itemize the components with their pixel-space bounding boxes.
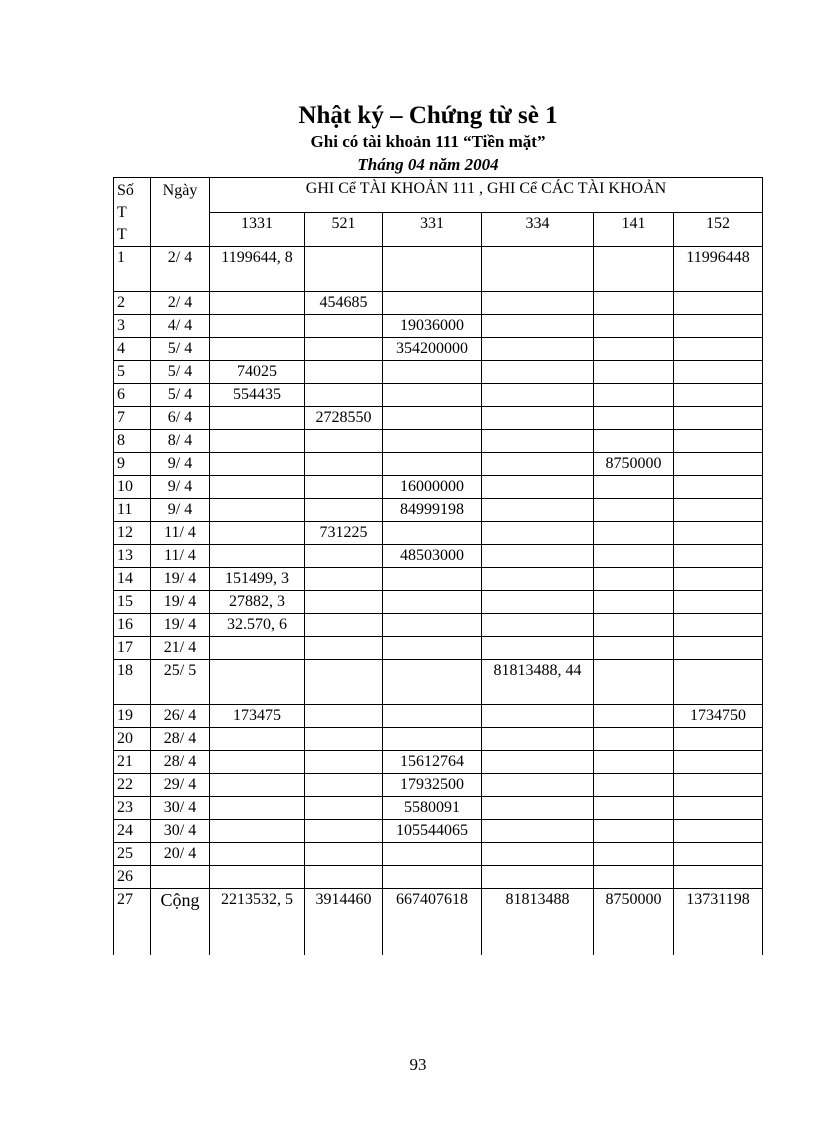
amount-cell <box>674 751 763 774</box>
amount-cell <box>674 774 763 797</box>
row-number: 16 <box>114 614 151 637</box>
table-row <box>114 660 763 705</box>
row-number: 7 <box>114 407 151 430</box>
amount-cell <box>482 338 594 361</box>
amount-cell: 1734750 <box>674 705 763 728</box>
amount-cell <box>594 476 674 499</box>
header-stt-line: Số <box>117 182 134 199</box>
amount-cell <box>674 820 763 843</box>
amount-cell <box>210 820 305 843</box>
account-header: 521 <box>305 212 383 247</box>
amount-cell: 74025 <box>210 361 305 384</box>
table-row <box>114 797 763 820</box>
amount-cell <box>482 797 594 820</box>
amount-cell <box>482 247 594 292</box>
amount-cell <box>305 338 383 361</box>
amount-cell <box>305 476 383 499</box>
amount-cell: 354200000 <box>383 338 482 361</box>
amount-cell <box>674 843 763 866</box>
row-number: 10 <box>114 476 151 499</box>
amount-cell <box>210 866 305 889</box>
amount-cell <box>482 843 594 866</box>
amount-cell <box>305 545 383 568</box>
row-number: 14 <box>114 568 151 591</box>
table-row <box>114 705 763 728</box>
row-number: 8 <box>114 430 151 453</box>
row-date: 19/ 4 <box>151 614 210 637</box>
amount-cell: 48503000 <box>383 545 482 568</box>
amount-cell <box>305 499 383 522</box>
amount-cell <box>383 292 482 315</box>
row-number: 17 <box>114 637 151 660</box>
amount-cell <box>305 660 383 705</box>
amount-cell <box>305 361 383 384</box>
amount-cell <box>594 338 674 361</box>
amount-cell: 19036000 <box>383 315 482 338</box>
table-row <box>114 614 763 637</box>
amount-cell <box>210 728 305 751</box>
total-amount: 13731198 <box>674 889 763 956</box>
amount-cell <box>482 866 594 889</box>
row-date: 30/ 4 <box>151 820 210 843</box>
amount-cell <box>482 637 594 660</box>
amount-cell <box>594 866 674 889</box>
row-date: 30/ 4 <box>151 797 210 820</box>
account-header-row <box>114 212 763 247</box>
amount-cell <box>210 338 305 361</box>
amount-cell <box>594 820 674 843</box>
amount-cell <box>210 292 305 315</box>
amount-cell <box>305 247 383 292</box>
account-header: 1331 <box>210 212 305 247</box>
amount-cell <box>482 522 594 545</box>
table-row <box>114 637 763 660</box>
amount-cell <box>482 705 594 728</box>
row-date: 11/ 4 <box>151 522 210 545</box>
amount-cell <box>305 453 383 476</box>
amount-cell <box>305 384 383 407</box>
row-date: 25/ 5 <box>151 660 210 705</box>
row-date: 9/ 4 <box>151 453 210 476</box>
amount-cell <box>210 476 305 499</box>
amount-cell <box>305 614 383 637</box>
table-row <box>114 751 763 774</box>
amount-cell <box>674 384 763 407</box>
amount-cell: 81813488, 44 <box>482 660 594 705</box>
amount-cell <box>594 728 674 751</box>
amount-cell <box>482 407 594 430</box>
amount-cell <box>383 705 482 728</box>
total-row-number: 27 <box>114 889 151 956</box>
table-row <box>114 820 763 843</box>
row-number: 25 <box>114 843 151 866</box>
table-row <box>114 292 763 315</box>
table-row <box>114 247 763 292</box>
table-row <box>114 728 763 751</box>
amount-cell <box>383 843 482 866</box>
amount-cell <box>305 568 383 591</box>
table-row <box>114 866 763 889</box>
row-number: 1 <box>114 247 151 292</box>
amount-cell <box>594 591 674 614</box>
table-row <box>114 568 763 591</box>
row-number: 13 <box>114 545 151 568</box>
amount-cell: 731225 <box>305 522 383 545</box>
row-number: 2 <box>114 292 151 315</box>
amount-cell <box>383 637 482 660</box>
amount-cell <box>482 820 594 843</box>
amount-cell <box>674 453 763 476</box>
total-amount: 667407618 <box>383 889 482 956</box>
amount-cell <box>383 568 482 591</box>
amount-cell <box>594 660 674 705</box>
table-row <box>114 407 763 430</box>
amount-cell <box>305 774 383 797</box>
row-date: 4/ 4 <box>151 315 210 338</box>
header-row <box>114 178 763 213</box>
amount-cell <box>482 545 594 568</box>
amount-cell <box>674 430 763 453</box>
amount-cell <box>674 866 763 889</box>
amount-cell <box>674 292 763 315</box>
amount-cell <box>674 637 763 660</box>
amount-cell <box>674 407 763 430</box>
amount-cell <box>594 705 674 728</box>
amount-cell <box>674 361 763 384</box>
row-number: 18 <box>114 660 151 705</box>
total-row <box>114 889 763 956</box>
amount-cell <box>210 774 305 797</box>
amount-cell <box>383 728 482 751</box>
amount-cell <box>674 545 763 568</box>
header-stt-line: T <box>117 204 127 221</box>
amount-cell <box>305 866 383 889</box>
amount-cell: 105544065 <box>383 820 482 843</box>
row-number: 6 <box>114 384 151 407</box>
row-number: 20 <box>114 728 151 751</box>
amount-cell: 17932500 <box>383 774 482 797</box>
header-account-group: GHI Cể TÀI KHOẢN 111 , GHI Cể CÁC TÀI KHOẢN <box>210 178 763 213</box>
amount-cell <box>674 614 763 637</box>
amount-cell <box>594 384 674 407</box>
row-date: 6/ 4 <box>151 407 210 430</box>
header-stt-line: T <box>117 226 127 243</box>
table-row <box>114 384 763 407</box>
amount-cell <box>482 568 594 591</box>
amount-cell <box>383 407 482 430</box>
period-label: Tháng 04 năm 2004 <box>357 155 499 174</box>
amount-cell <box>383 430 482 453</box>
amount-cell <box>594 568 674 591</box>
amount-cell <box>482 728 594 751</box>
page-title: Nhật ký – Chứng từ sè 1 <box>298 102 558 129</box>
table-row <box>114 545 763 568</box>
header-date: Ngày <box>151 178 210 247</box>
amount-cell <box>383 453 482 476</box>
amount-cell <box>482 453 594 476</box>
row-date: 5/ 4 <box>151 384 210 407</box>
total-label: Cộng <box>151 889 210 956</box>
amount-cell <box>482 384 594 407</box>
row-date: 11/ 4 <box>151 545 210 568</box>
amount-cell <box>482 499 594 522</box>
table-row <box>114 522 763 545</box>
amount-cell <box>674 315 763 338</box>
row-number: 11 <box>114 499 151 522</box>
table-row <box>114 499 763 522</box>
total-amount: 2213532, 5 <box>210 889 305 956</box>
row-date: 9/ 4 <box>151 499 210 522</box>
amount-cell <box>594 522 674 545</box>
amount-cell: 173475 <box>210 705 305 728</box>
amount-cell <box>594 751 674 774</box>
amount-cell: 15612764 <box>383 751 482 774</box>
amount-cell <box>383 866 482 889</box>
amount-cell <box>305 637 383 660</box>
table-row <box>114 453 763 476</box>
amount-cell <box>210 843 305 866</box>
amount-cell <box>210 407 305 430</box>
amount-cell <box>482 591 594 614</box>
row-number: 12 <box>114 522 151 545</box>
row-date: 26/ 4 <box>151 705 210 728</box>
amount-cell <box>674 522 763 545</box>
amount-cell <box>482 476 594 499</box>
amount-cell <box>383 660 482 705</box>
row-number: 23 <box>114 797 151 820</box>
amount-cell: 2728550 <box>305 407 383 430</box>
table-row <box>114 476 763 499</box>
table-row <box>114 315 763 338</box>
row-number: 5 <box>114 361 151 384</box>
row-date: 19/ 4 <box>151 591 210 614</box>
amount-cell <box>594 407 674 430</box>
amount-cell <box>594 843 674 866</box>
amount-cell <box>594 637 674 660</box>
amount-cell <box>210 430 305 453</box>
row-date: 20/ 4 <box>151 843 210 866</box>
amount-cell <box>594 545 674 568</box>
account-header: 152 <box>674 212 763 247</box>
amount-cell <box>210 453 305 476</box>
amount-cell <box>305 430 383 453</box>
amount-cell <box>383 591 482 614</box>
table-row <box>114 591 763 614</box>
amount-cell: 1199644, 8 <box>210 247 305 292</box>
row-date: 19/ 4 <box>151 568 210 591</box>
amount-cell <box>210 797 305 820</box>
amount-cell <box>383 522 482 545</box>
row-date: 8/ 4 <box>151 430 210 453</box>
amount-cell <box>594 774 674 797</box>
row-number: 15 <box>114 591 151 614</box>
total-amount: 3914460 <box>305 889 383 956</box>
amount-cell <box>482 751 594 774</box>
table-row <box>114 843 763 866</box>
table-row <box>114 430 763 453</box>
account-header: 331 <box>383 212 482 247</box>
row-date: 21/ 4 <box>151 637 210 660</box>
amount-cell <box>305 728 383 751</box>
amount-cell <box>594 797 674 820</box>
amount-cell <box>210 522 305 545</box>
amount-cell <box>674 591 763 614</box>
amount-cell <box>674 476 763 499</box>
row-date: 28/ 4 <box>151 728 210 751</box>
amount-cell: 27882, 3 <box>210 591 305 614</box>
amount-cell <box>305 751 383 774</box>
amount-cell <box>383 361 482 384</box>
amount-cell <box>674 660 763 705</box>
row-number: 21 <box>114 751 151 774</box>
amount-cell <box>482 361 594 384</box>
row-date: 9/ 4 <box>151 476 210 499</box>
row-number: 3 <box>114 315 151 338</box>
amount-cell <box>482 774 594 797</box>
table-row <box>114 774 763 797</box>
amount-cell <box>594 247 674 292</box>
amount-cell <box>305 591 383 614</box>
amount-cell <box>594 430 674 453</box>
amount-cell <box>674 499 763 522</box>
row-date: 28/ 4 <box>151 751 210 774</box>
row-date: 2/ 4 <box>151 292 210 315</box>
amount-cell <box>305 797 383 820</box>
amount-cell <box>383 614 482 637</box>
account-header: 141 <box>594 212 674 247</box>
amount-cell: 16000000 <box>383 476 482 499</box>
amount-cell <box>594 614 674 637</box>
amount-cell: 151499, 3 <box>210 568 305 591</box>
amount-cell <box>482 315 594 338</box>
amount-cell <box>594 315 674 338</box>
amount-cell <box>674 728 763 751</box>
account-header: 334 <box>482 212 594 247</box>
amount-cell: 554435 <box>210 384 305 407</box>
amount-cell <box>305 705 383 728</box>
amount-cell <box>383 247 482 292</box>
amount-cell: 84999198 <box>383 499 482 522</box>
amount-cell: 32.570, 6 <box>210 614 305 637</box>
page-subtitle: Ghi có tài khoản 111 “Tiền mặt” <box>310 132 546 151</box>
amount-cell: 5580091 <box>383 797 482 820</box>
amount-cell <box>210 315 305 338</box>
amount-cell <box>674 338 763 361</box>
amount-cell <box>482 614 594 637</box>
row-number: 9 <box>114 453 151 476</box>
amount-cell: 11996448 <box>674 247 763 292</box>
row-date: 5/ 4 <box>151 361 210 384</box>
row-number: 22 <box>114 774 151 797</box>
amount-cell <box>210 499 305 522</box>
total-amount: 81813488 <box>482 889 594 956</box>
row-date <box>151 866 210 889</box>
ledger-table <box>113 177 763 955</box>
amount-cell <box>305 843 383 866</box>
page-number: 93 <box>409 1055 427 1074</box>
amount-cell <box>594 292 674 315</box>
amount-cell <box>210 637 305 660</box>
amount-cell <box>210 545 305 568</box>
row-date: 2/ 4 <box>151 247 210 292</box>
amount-cell <box>305 820 383 843</box>
amount-cell <box>305 315 383 338</box>
header-stt <box>114 178 151 247</box>
amount-cell <box>210 660 305 705</box>
row-number: 4 <box>114 338 151 361</box>
amount-cell: 454685 <box>305 292 383 315</box>
row-date: 29/ 4 <box>151 774 210 797</box>
row-number: 19 <box>114 705 151 728</box>
amount-cell <box>210 751 305 774</box>
amount-cell <box>482 430 594 453</box>
amount-cell <box>674 568 763 591</box>
amount-cell <box>482 292 594 315</box>
amount-cell: 8750000 <box>594 453 674 476</box>
amount-cell <box>674 797 763 820</box>
row-number: 24 <box>114 820 151 843</box>
table-row <box>114 338 763 361</box>
row-date: 5/ 4 <box>151 338 210 361</box>
table-row <box>114 361 763 384</box>
amount-cell <box>594 499 674 522</box>
amount-cell <box>383 384 482 407</box>
row-number: 26 <box>114 866 151 889</box>
amount-cell <box>594 361 674 384</box>
total-amount: 8750000 <box>594 889 674 956</box>
